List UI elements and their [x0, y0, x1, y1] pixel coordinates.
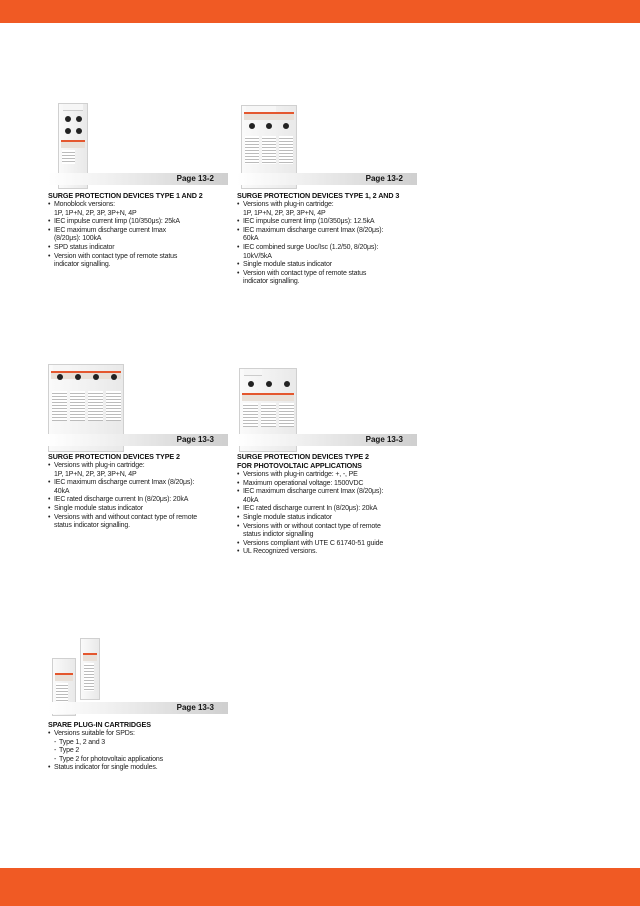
card-title [237, 452, 417, 470]
product-image-area [237, 364, 417, 446]
page-reference-strip [48, 173, 228, 185]
page-reference: Page 13-2 [176, 174, 214, 183]
title-line: SURGE PROTECTION DEVICES TYPE 2 [48, 452, 180, 461]
feature-item: • IEC maximum discharge current Imax (8/20μs): 40kA [48, 479, 228, 496]
feature-item: • Status indicator for single modules. [48, 764, 228, 773]
feature-item: • Versions with plug-in cartridge: 1P, 1P+N, 2P, 3P, 3P+N, 4P [237, 201, 417, 218]
cartridge-image-right [80, 638, 100, 700]
feature-list [48, 201, 228, 270]
feature-item: • IEC maximum discharge current Imax (8/20μs): 100kA [48, 227, 228, 244]
feature-item: • Single module status indicator [237, 261, 417, 270]
title-line: SURGE PROTECTION DEVICES TYPE 1, 2 AND 3 [237, 191, 400, 200]
feature-item: • IEC combined surge Uoc/Isc (1.2/50, 8/20μs): 10kV/5kA [237, 244, 417, 261]
page-reference: Page 13-3 [365, 435, 403, 444]
sub-feature-item: - Type 2 for photovoltaic applications [54, 756, 228, 765]
product-card-spd-type-2-photovoltaic [237, 364, 417, 557]
feature-item: • Versions suitable for SPDs: - Type 1, 2 and 3 - Type 2 - Type 2 for photovoltaic applications [48, 730, 228, 764]
sub-feature-item: - Type 2 [54, 747, 228, 756]
card-title [48, 191, 228, 200]
feature-item: • UL Recognized versions. [237, 548, 417, 557]
card-title [48, 720, 228, 729]
title-line: FOR PHOTOVOLTAIC APPLICATIONS [237, 461, 362, 470]
title-line: SURGE PROTECTION DEVICES TYPE 1 AND 2 [48, 191, 203, 200]
page-reference: Page 13-2 [365, 174, 403, 183]
title-line: SURGE PROTECTION DEVICES TYPE 2 [237, 452, 369, 461]
page-reference-strip [48, 702, 228, 714]
feature-item: • SPD status indicator [48, 244, 228, 253]
feature-item: • Versions compliant with UTE C 61740-51 guide [237, 540, 417, 549]
page-reference: Page 13-3 [176, 435, 214, 444]
feature-item: • IEC impulse current Iimp (10/350μs): 12.5kA [237, 218, 417, 227]
feature-item: • IEC rated discharge current In (8/20μs): 20kA [237, 505, 417, 514]
product-image-area [237, 103, 417, 185]
bottom-accent-bar [0, 868, 640, 906]
page-reference-strip [48, 434, 228, 446]
sub-feature-item: - Type 1, 2 and 3 [54, 739, 228, 748]
feature-item: • Versions with and without contact type of remote status indicator signalling. [48, 514, 228, 531]
product-card-spd-type-1-2-3 [237, 103, 417, 287]
top-accent-bar [0, 0, 640, 23]
page-reference: Page 13-3 [176, 703, 214, 712]
feature-list [48, 462, 228, 531]
feature-list [48, 730, 228, 773]
feature-item: • Versions with plug-in cartridge: +, -, PE [237, 471, 417, 480]
page-reference-strip [237, 173, 417, 185]
product-card-spd-type-1-2 [48, 103, 228, 270]
feature-item: • Version with contact type of remote status indicator signalling. [237, 270, 417, 287]
feature-list [237, 471, 417, 557]
title-line: SPARE PLUG-IN CARTRIDGES [48, 720, 151, 729]
feature-item: • IEC maximum discharge current Imax (8/20μs): 40kA [237, 488, 417, 505]
feature-item: • Versions with plug-in cartridge: 1P, 1P+N, 2P, 3P, 3P+N, 4P [48, 462, 228, 479]
card-title [48, 452, 228, 461]
feature-list [237, 201, 417, 287]
feature-item: • Versions with or without contact type of remote status indictor signalling [237, 523, 417, 540]
product-card-spd-type-2 [48, 364, 228, 531]
card-title [237, 191, 417, 200]
page-reference-strip [237, 434, 417, 446]
feature-item: • Single module status indicator [237, 514, 417, 523]
feature-item: • Single module status indicator [48, 505, 228, 514]
product-image-area [48, 632, 228, 714]
product-card-spare-cartridges [48, 632, 228, 773]
sub-feature-list [54, 739, 228, 765]
feature-item: • IEC impulse current Iimp (10/350μs): 25kA [48, 218, 228, 227]
feature-item: • Monoblock versions: 1P, 1P+N, 2P, 3P, 3P+N, 4P [48, 201, 228, 218]
feature-item: • Maximum operational voltage: 1500VDC [237, 480, 417, 489]
feature-item: • Version with contact type of remote status indicator signalling. [48, 253, 228, 270]
feature-item: • IEC rated discharge current In (8/20μs): 20kA [48, 496, 228, 505]
product-image-area [48, 364, 228, 446]
product-image-area [48, 103, 228, 185]
feature-item: • IEC maximum discharge current Imax (8/20μs): 60kA [237, 227, 417, 244]
